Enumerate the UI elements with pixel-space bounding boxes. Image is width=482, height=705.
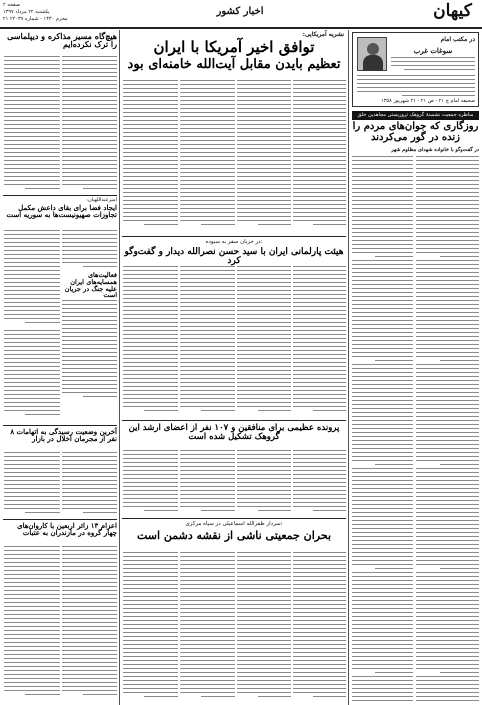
left-body-7 [4,452,60,516]
left-body-9 [4,546,60,700]
center-rule [122,420,346,421]
left-body-8 [62,452,117,516]
issue-line: ۲۱ محرم ۱۴۴۰ - شماره ۲۲۰۳۷ [3,16,68,22]
center-body-2 [180,80,235,232]
center-body-15 [237,552,291,702]
center-body-5 [123,266,178,416]
left-kicker-2: امیرعبداللهیان: [86,197,117,203]
sub1-kicker: در جریان سفر به سیوده: [205,239,263,245]
center-body-7 [237,266,291,416]
column-divider [348,30,349,705]
left-body-6 [4,330,60,420]
right-body-1 [416,156,479,701]
center-body-16 [293,552,346,702]
subheadline-2: پرونده عظیمی برای منافقین و ۱۰۷ نفر از اعضای ارشد این گروهک تشکیل شده است [128,423,340,442]
box-body [391,57,475,73]
left-rule [3,519,117,520]
left-headline-3: فعالیت‌های همسایه‌های ایران علیه جنگ در جریان است [64,271,117,300]
box-label: در مکتب امام [440,36,475,43]
box-body [357,75,475,97]
left-body-3 [4,230,60,326]
main-headline-line2: تعظیم بایدن مقابل آیت‌الله خامنه‌ای بود [127,57,341,72]
sub3-kicker: سردار ظفرالله اسماعیلی در سپاه مرکزی: [185,521,283,527]
left-rule [3,195,117,196]
left-body-5 [62,300,117,400]
box-title: سوغات غرب [413,46,453,55]
center-kicker: نشریه آمریکایی: [302,31,344,38]
box-footer: صحیفه امام ج ۲۱ - ص ۲۱ - ۲۱ شهریور ۱۳۵۸ [381,98,475,104]
left-body-1 [4,56,60,192]
main-headline-line1: توافق اخیر آمریکا با ایران [153,38,315,56]
center-body-9 [123,450,178,514]
center-rule [122,518,346,519]
masthead-rule [0,27,482,29]
center-body-4 [293,80,346,232]
center-body-6 [180,266,235,416]
center-body-13 [123,552,178,702]
left-headline-5: اعزام ۱۳ زائر اربعین با کاروان‌های چهار گروه در مازندران به عتبات [17,521,117,538]
left-headline-2: ایجاد فضا برای بقای داعش مکمل تجاوزات صهیونیست‌ها به سوریه است [6,203,117,220]
portrait-image [357,37,387,71]
left-body-10 [62,546,117,700]
center-body-14 [180,552,235,702]
center-rule [122,236,346,237]
right-subheadline: در گفت‌وگو با خانواده شهدای مظلوم شهر [391,147,479,153]
subheadline-3: بحران جمعیتی ناشی از نقشه دشمن است [136,529,332,542]
right-body-2 [352,156,413,701]
left-headline-4: آخرین وضعیت رسیدگی به اتهامات ۸ نفر از مجرمان اخلال در بازار [10,427,117,444]
center-body-10 [180,450,235,514]
column-divider [119,30,120,705]
right-headline: روزگاری که جوان‌های مردم را زنده در گور می‌کردند [352,121,479,143]
left-body-2 [62,56,117,192]
left-rule [3,425,117,426]
logo-text: کیهان [433,1,472,21]
imam-quote-box [352,32,479,107]
left-body-4 [62,230,117,270]
masthead [0,0,482,26]
section-title: اخبار کشور [216,6,264,17]
center-body-12 [293,450,346,514]
center-body-8 [293,266,346,416]
subheadline-1: هیئت پارلمانی ایران با سید حسن نصرالله دیدار و گفت‌وگو کرد [124,247,344,267]
left-headline-1: هیچ‌گاه مسیر مذاکره و دیپلماسی را ترک نکرده‌ایم [7,31,117,50]
center-body-3 [237,80,291,232]
right-banner: مناظره جمعیت نشستهٔ گروهک تروریستی مجاهدین خلق [352,111,479,120]
date-line: یکشنبه ۲۲ مرداد ۱۳۹۷ [3,9,50,15]
page-number: صفحه ۲ [3,2,20,8]
center-body-1 [123,80,178,232]
newspaper-logo [425,1,480,25]
center-body-11 [237,450,291,514]
